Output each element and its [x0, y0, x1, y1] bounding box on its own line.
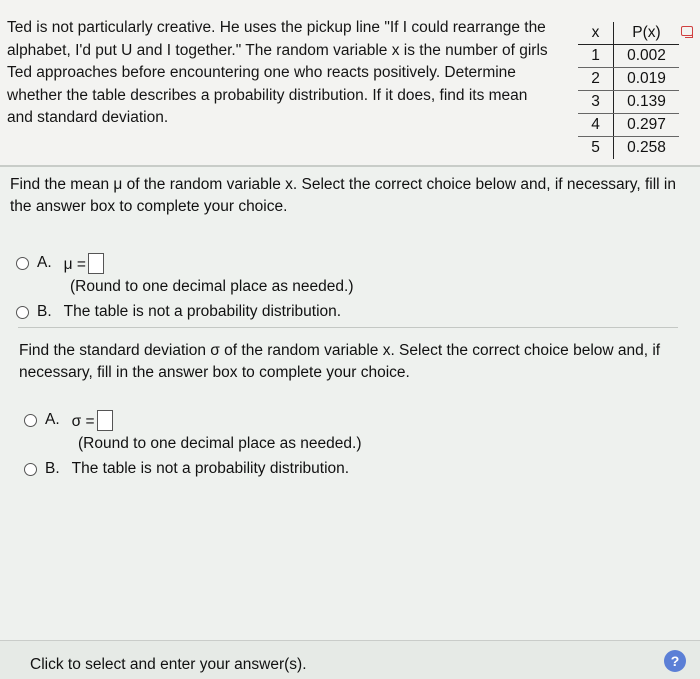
choice-text: The table is not a probability distribution. — [63, 303, 342, 320]
choice-letter: A. — [45, 411, 60, 428]
table-row — [578, 68, 679, 91]
sd-expression: σ = — [71, 413, 95, 430]
cell-x: 5 — [578, 137, 614, 160]
problem-panel — [0, 0, 700, 167]
probability-table — [578, 22, 679, 159]
cell-x: 4 — [578, 114, 614, 137]
problem-statement: Ted is not particularly creative. He uses the pickup line "If I could rearrange the alphabet, I'd put U and I together." The random variable x is the number of girls Ted approaches before encountering one who reacts positively. Determine whether the table describes a probability distribution. If it does, find its mean and standard deviation. — [7, 19, 548, 126]
choice-letter: B. — [37, 303, 52, 320]
choice-letter: B. — [45, 460, 60, 477]
sd-choice-b[interactable] — [24, 460, 349, 478]
cell-x: 3 — [578, 91, 614, 114]
radio-button[interactable] — [24, 463, 37, 476]
table-row — [578, 114, 679, 137]
mean-expression: μ = — [63, 256, 86, 273]
radio-button[interactable] — [16, 306, 29, 319]
mean-choice-b[interactable] — [16, 303, 341, 321]
cell-px: 0.139 — [614, 91, 680, 114]
column-header-px: P(x) — [614, 22, 680, 45]
table-row — [578, 45, 679, 68]
cell-x: 1 — [578, 45, 614, 68]
cell-x: 2 — [578, 68, 614, 91]
mean-answer-box[interactable] — [88, 253, 104, 274]
cell-px: 0.019 — [614, 68, 680, 91]
table-row — [578, 137, 679, 160]
cell-px: 0.002 — [614, 45, 680, 68]
table-row — [578, 91, 679, 114]
copy-icon[interactable] — [681, 26, 693, 36]
footer-instruction: Click to select and enter your answer(s). — [30, 656, 307, 673]
cell-px: 0.297 — [614, 114, 680, 137]
mean-rounding-note: (Round to one decimal place as needed.) — [70, 278, 354, 295]
section-divider — [18, 327, 678, 328]
sd-question-prompt: Find the standard deviation σ of the random variable x. Select the correct choice below and, if necessary, fill in the answer box to complete your choice. — [19, 342, 661, 381]
sd-choice-a[interactable] — [24, 409, 113, 431]
mean-choice-a[interactable] — [16, 252, 104, 274]
radio-button[interactable] — [24, 414, 37, 427]
help-icon[interactable]: ? — [664, 650, 686, 672]
table-header-row — [578, 22, 679, 45]
sd-answer-box[interactable] — [97, 410, 113, 431]
mean-question-prompt: Find the mean μ of the random variable x. Select the correct choice below and, if necessary, fill in the answer box to complete your choice. — [10, 176, 677, 215]
choice-letter: A. — [37, 254, 52, 271]
radio-button[interactable] — [16, 257, 29, 270]
column-header-x: x — [578, 22, 614, 45]
choice-text: The table is not a probability distribution. — [71, 460, 350, 477]
cell-px: 0.258 — [627, 139, 666, 156]
sd-rounding-note: (Round to one decimal place as needed.) — [78, 435, 362, 452]
